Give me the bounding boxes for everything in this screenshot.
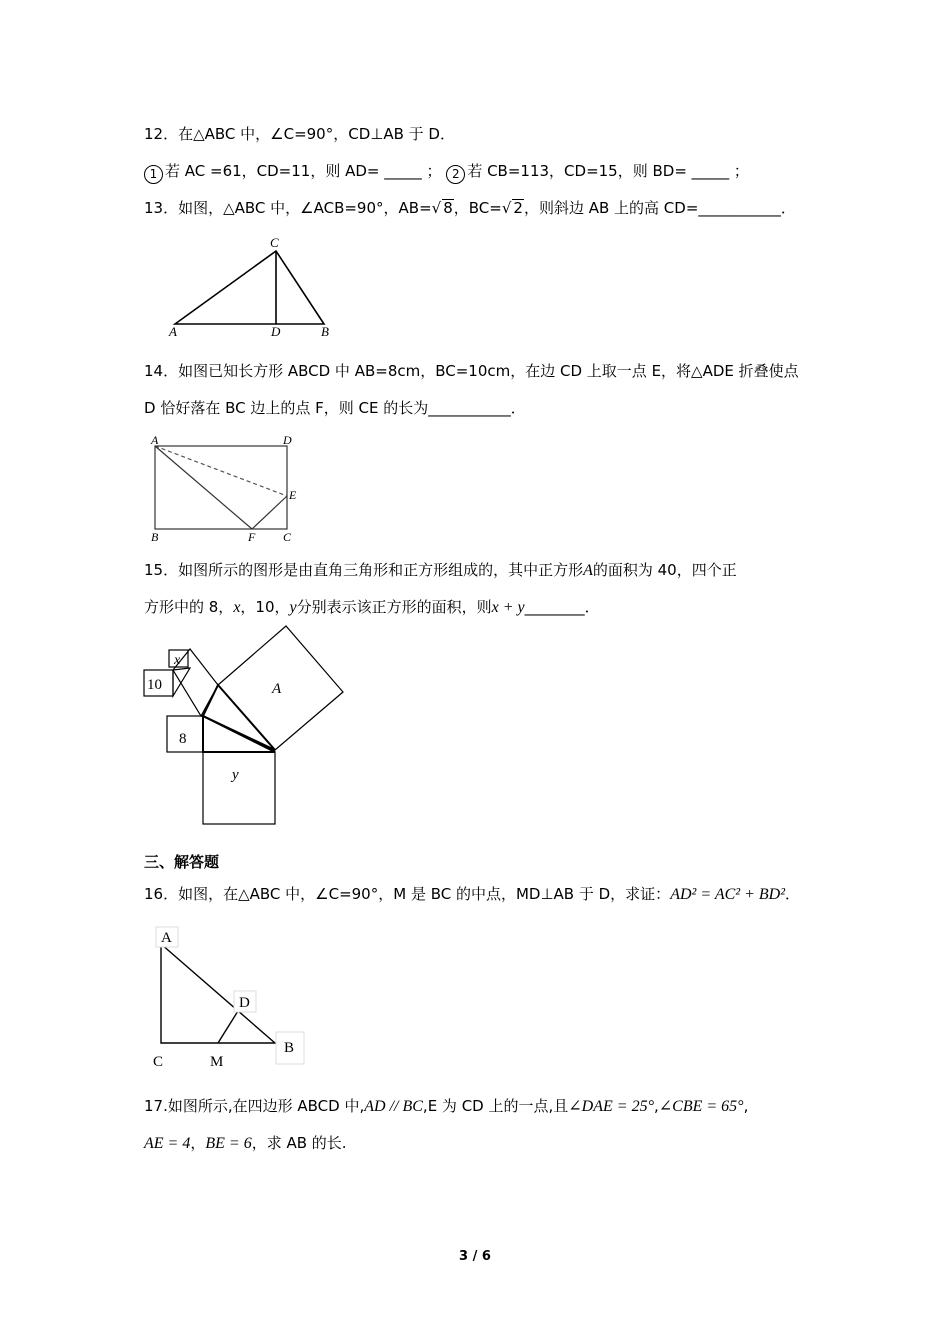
- q16-expr: AD² = AC² + BD²: [670, 886, 785, 903]
- q15-figure: [142, 624, 352, 829]
- q14-segment-fe: [252, 496, 287, 529]
- q15-line2-c: 分别表示该正方形的面积，则: [296, 598, 492, 616]
- q15-triangle-lower: [203, 716, 275, 752]
- q15-line2-b: ，10，: [240, 598, 290, 616]
- q12-parts: [144, 161, 749, 184]
- q13-radicand-ab: 8: [443, 199, 453, 217]
- q13-text-a: 13．如图，△ABC 中，∠ACB=90°，AB=: [144, 199, 432, 217]
- q14-segment-af: [155, 446, 252, 529]
- q15-label-x: x: [174, 653, 181, 668]
- q15-var-a: A: [583, 562, 593, 579]
- q16-text: [144, 884, 800, 905]
- q14-label-e: E: [289, 488, 297, 502]
- q13-label-a: A: [169, 324, 177, 339]
- q12-part1-text: 若 AC =61，CD=11，则 AD= _____ ；: [165, 162, 442, 180]
- q17-line1: [144, 1096, 748, 1117]
- q13-label-c: C: [270, 235, 279, 250]
- q14-label-a: A: [151, 433, 159, 447]
- q16-label-c: C: [153, 1054, 164, 1070]
- q15-label-a: A: [272, 681, 282, 697]
- section3-title: 三、解答题: [144, 853, 220, 871]
- q15-line1-b: 的面积为 40，四个正: [592, 561, 737, 579]
- q16-label-m: M: [210, 1054, 224, 1070]
- q15-square-y: [203, 752, 275, 824]
- q17-line1-a: 17.如图所示,在四边形 ABCD 中,: [144, 1097, 365, 1115]
- q12-part1-number: 1: [144, 165, 163, 184]
- q17-expr-be: BE = 6: [205, 1135, 252, 1152]
- page-number: 3 / 6: [459, 1249, 491, 1264]
- q12-part2-number: 2: [446, 165, 465, 184]
- q14-rectangle: [155, 446, 287, 529]
- q14-line2: D 恰好落在 BC 边上的点 F，则 CE 的长为___________．: [144, 399, 526, 417]
- q13-radicand-bc: 2: [513, 199, 523, 217]
- q13-text-b: ，BC=: [453, 199, 502, 217]
- q17-line2-b: ，求 AB 的长.: [251, 1134, 347, 1152]
- q15-var-x: x: [233, 599, 241, 616]
- q13-label-d: D: [271, 324, 281, 339]
- q15-line2-a: 方形中的 8，: [144, 598, 234, 616]
- q15-line2: [144, 597, 600, 618]
- q14-label-b: B: [151, 530, 159, 544]
- q17-expr-dae: ∠DAE = 25°: [568, 1098, 654, 1115]
- q15-expr: x + y: [491, 599, 525, 616]
- q13-triangle: [175, 251, 324, 324]
- q14-label-d: D: [283, 433, 292, 447]
- q14-label-c: C: [283, 530, 292, 544]
- q16-label-b: B: [284, 1040, 295, 1056]
- q16-label-a: A: [161, 930, 172, 946]
- q13-label-b: B: [321, 324, 329, 339]
- q17-line2: [144, 1133, 347, 1154]
- q14-figure: [145, 432, 310, 547]
- q16-text-main: 16．如图，在△ABC 中，∠C=90°，M 是 BC 的中点，MD⊥AB 于 D，求证：: [144, 885, 671, 903]
- q16-triangle: [161, 944, 275, 1043]
- q17-line2-a: ，: [190, 1134, 206, 1152]
- q15-line1-a: 15．如图所示的图形是由直角三角形和正方形组成的，其中正方形: [144, 561, 584, 579]
- q15-triangle-small: [173, 668, 190, 696]
- q15-label-y: y: [232, 767, 239, 783]
- q14-line1: 14．如图已知长方形 ABCD 中 AB=8cm，BC=10cm，在边 CD 上取一点 E，将△ADE 折叠使点: [144, 362, 799, 380]
- q15-label-8: 8: [179, 731, 187, 747]
- q15-label-10: 10: [147, 677, 162, 693]
- q17-expr-parallel: AD // BC: [364, 1098, 423, 1115]
- q13-text-c: ，则斜边 AB 上的高 CD=___________．: [523, 199, 796, 217]
- q16-end: ．: [784, 885, 800, 903]
- q12-part2-text: 若 CB=113，CD=15，则 BD= _____ ；: [467, 162, 749, 180]
- q15-triangle-upper: [203, 685, 275, 750]
- q12-title: 12．在△ABC 中，∠C=90°，CD⊥AB 于 D．: [144, 125, 455, 143]
- q17-expr-cbe: ∠CBE = 65°: [658, 1098, 744, 1115]
- q13-text: 13．如图，△ABC 中，∠ACB=90°，AB=√ 8，BC=√ 2，则斜边 AB 上的高 CD=___________．: [144, 199, 796, 217]
- q14-fold-line: [155, 446, 287, 496]
- q17-line1-b: ,E 为 CD 上的一点,且: [422, 1097, 569, 1115]
- q17-expr-ae: AE = 4: [144, 1135, 191, 1152]
- q16-label-d: D: [239, 995, 250, 1011]
- q15-line2-d: ________．: [524, 598, 600, 616]
- q15-line1: [144, 560, 737, 581]
- q16-figure: [148, 925, 313, 1075]
- q15-var-y: y: [289, 599, 297, 616]
- q14-label-f: F: [248, 530, 256, 544]
- q17-line1-d: ,: [743, 1097, 749, 1115]
- q16-segment-md: [218, 1011, 238, 1043]
- q17-line1-c: ,: [653, 1097, 659, 1115]
- q13-figure: [160, 232, 340, 342]
